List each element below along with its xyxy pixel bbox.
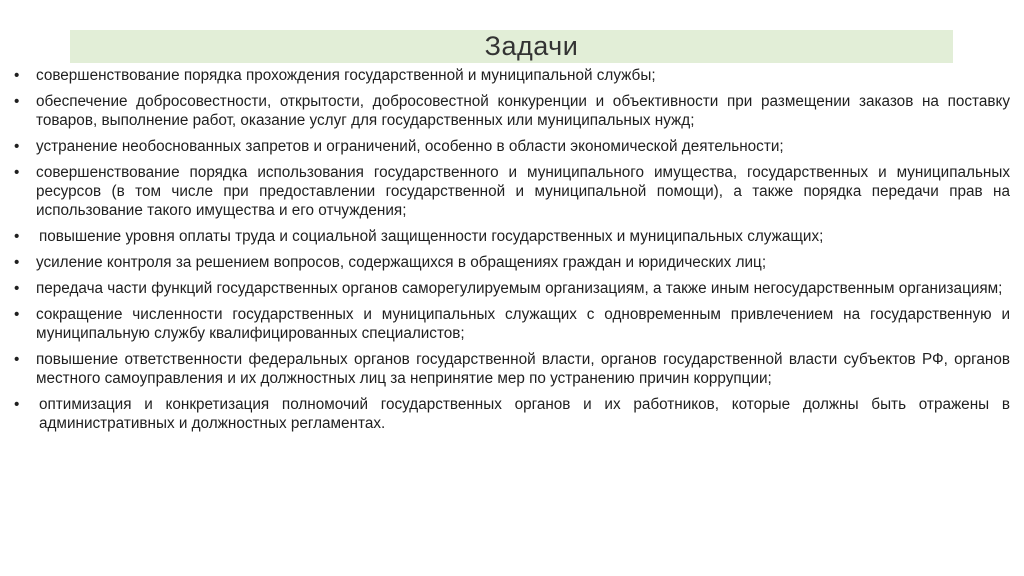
task-list: [14, 66, 1010, 440]
title-bar: [70, 30, 953, 63]
list-item: [14, 350, 1010, 388]
bullet-icon: •: [14, 254, 20, 271]
list-item-text: обеспечение добросовестности, открытости, добросовестной конкуренции и объективности при размещении заказов на поставку товаров, выполнение работ, оказание услуг для государственных или муниципальных нужд;: [36, 93, 1010, 129]
list-item-text: повышение уровня оплаты труда и социальной защищенности государственных и муниципальных служащих;: [39, 228, 824, 245]
list-item: [14, 279, 1010, 298]
bullet-icon: •: [14, 93, 20, 110]
list-item: [14, 163, 1010, 220]
list-item-text: совершенствование порядка использования государственного и муниципального имущества, государственных и муниципальных ресурсов (в том числе при предоставлении государственной и муниципальной помощи), а также порядка передачи прав на использование такого имущества и его отчуждения;: [36, 164, 1010, 219]
bullet-icon: •: [14, 280, 20, 297]
bullet-icon: •: [14, 228, 20, 245]
list-item: [14, 305, 1010, 343]
list-item-text: оптимизация и конкретизация полномочий государственных органов и их работников, которые должны быть отражены в административных и должностных регламентах.: [39, 396, 1010, 432]
bullet-icon: •: [14, 67, 20, 84]
bullet-icon: •: [14, 306, 20, 323]
list-item: [14, 227, 1010, 246]
bullet-icon: •: [14, 138, 20, 155]
list-item: [14, 92, 1010, 130]
list-item: [14, 395, 1010, 433]
list-item: [14, 66, 1010, 85]
list-item-text: передача части функций государственных органов саморегулируемым организациям, а также иным негосударственным организациям;: [36, 280, 1003, 297]
bullet-icon: •: [14, 351, 20, 368]
page-title: Задачи: [484, 31, 579, 61]
list-item-text: повышение ответственности федеральных органов государственной власти, органов государственной власти субъектов РФ, органов местного самоуправления и их должностных лиц за непринятие мер по устранению причин коррупции;: [36, 351, 1010, 387]
list-item-text: сокращение численности государственных и муниципальных служащих с одновременным привлечением на государственную и муниципальную службу квалифицированных специалистов;: [36, 306, 1010, 342]
list-item-text: усиление контроля за решением вопросов, содержащихся в обращениях граждан и юридических лиц;: [36, 254, 767, 271]
bullet-icon: •: [14, 396, 20, 413]
list-item: [14, 137, 1010, 156]
list-item-text: устранение необоснованных запретов и ограничений, особенно в области экономической деятельности;: [36, 138, 784, 155]
list-item-text: совершенствование порядка прохождения государственной и муниципальной службы;: [36, 67, 656, 84]
list-item: [14, 253, 1010, 272]
bullet-icon: •: [14, 164, 20, 181]
